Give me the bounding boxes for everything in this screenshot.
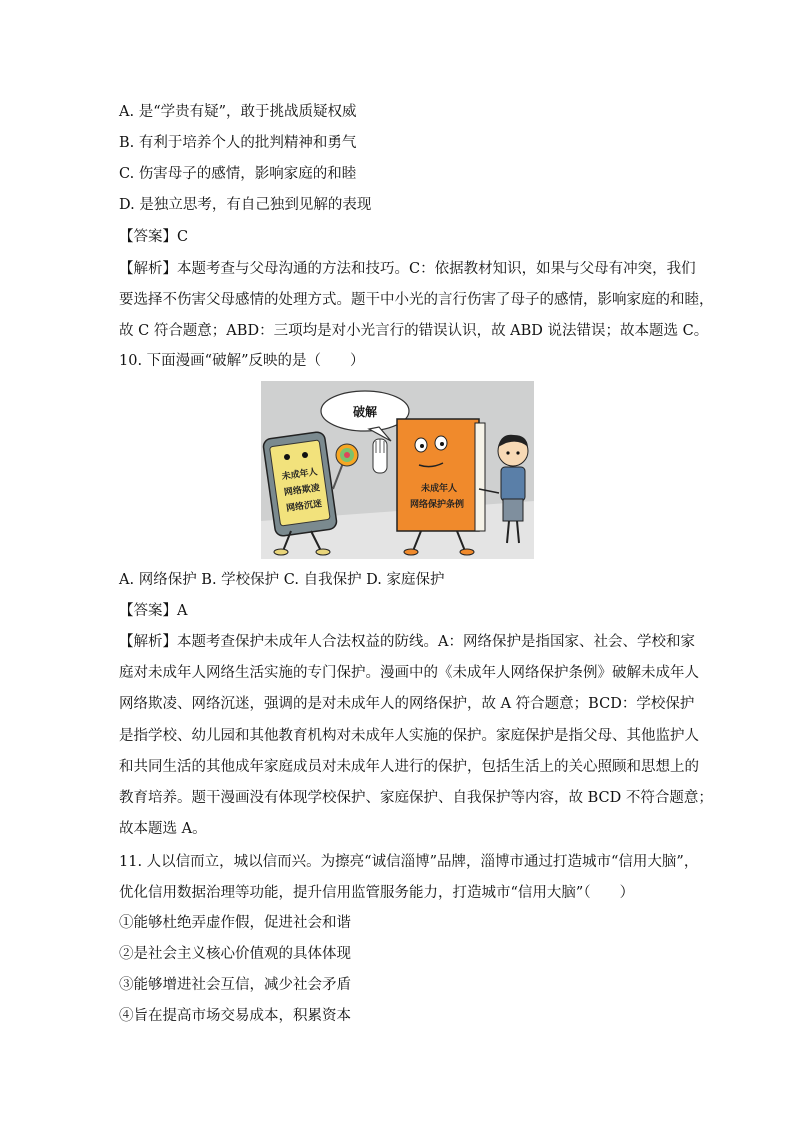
speech-text: 破解 [352, 405, 378, 419]
q11-item: ②是社会主义核心价值观的具体体现 [119, 946, 351, 962]
q11-item: ④旨在提高市场交易成本，积累资本 [119, 1008, 351, 1024]
q9-option-b: B. 有利于培养个人的批判精神和勇气 [119, 135, 357, 151]
q9-option-c: C. 伤害母子的感情，影响家庭的和睦 [119, 166, 357, 182]
q10-analysis-line: 教育培养。题干漫画没有体现学校保护、家庭保护、自我保护等内容，故 BCD 不符合题意； [119, 790, 713, 806]
q11-stem-line: 11. 人以信而立，城以信而兴。为擦亮“诚信淄博”品牌，淄博市通过打造城市“信用大脑”， [119, 854, 699, 870]
q10-analysis-line: 和共同生活的其他成年家庭成员对未成年人进行的保护，包括生活上的关心照顾和思想上的 [119, 759, 699, 775]
q11-stem-line: 优化信用数据治理等功能，提升信用监管服务能力，打造城市“信用大脑”（ ） [119, 885, 635, 901]
book-text: 未成年人 [420, 484, 458, 494]
q10-answer: 【答案】A [119, 603, 188, 619]
q9-option-a: A. 是“学贵有疑”，敢于挑战质疑权威 [119, 104, 357, 120]
q9-answer: 【答案】C [119, 229, 189, 245]
q10-analysis-line: 故本题选 A。 [119, 821, 207, 837]
q11-item: ③能够增进社会互信，减少社会矛盾 [119, 977, 351, 993]
q9-analysis-line: 要选择不伤害父母感情的处理方式。题干中小光的言行伤害了母子的感情，影响家庭的和睦， [119, 292, 714, 308]
q10-analysis-line: 【解析】本题考查保护未成年人合法权益的防线。A：网络保护是指国家、社会、学校和家 [119, 634, 695, 650]
cartoon-image [261, 381, 534, 559]
phone-text: 网络欺凌 [283, 483, 321, 499]
q10-analysis-line: 是指学校、幼儿园和其他教育机构对未成年人实施的保护。家庭保护是指父母、其他监护人 [119, 728, 699, 744]
book-text: 网络保护条例 [409, 500, 465, 510]
q10-options: A. 网络保护 B. 学校保护 C. 自我保护 D. 家庭保护 [119, 572, 445, 588]
phone-text: 未成年人 [281, 467, 319, 483]
q9-option-d: D. 是独立思考，有自己独到见解的表现 [119, 197, 372, 213]
q11-item: ①能够杜绝弄虚作假，促进社会和谐 [119, 915, 351, 931]
phone-text: 网络沉迷 [285, 499, 323, 515]
q9-analysis-line: 故 C 符合题意；ABD：三项均是对小光言行的错误认识，故 ABD 说法错误；故本题选 C。 [119, 323, 709, 339]
q9-analysis-line: 【解析】本题考查与父母沟通的方法和技巧。C：依据教材知识，如果与父母有冲突，我们 [119, 261, 696, 277]
q10-analysis-line: 网络欺凌、网络沉迷，强调的是对未成年人的网络保护，故 A 符合题意；BCD：学校保护 [119, 696, 695, 712]
q10-analysis-line: 庭对未成年人网络生活实施的专门保护。漫画中的《未成年人网络保护条例》破解未成年人 [119, 665, 699, 681]
stop-hand-icon [373, 439, 387, 473]
q10-stem: 10. 下面漫画“破解”反映的是（ ） [119, 353, 365, 369]
